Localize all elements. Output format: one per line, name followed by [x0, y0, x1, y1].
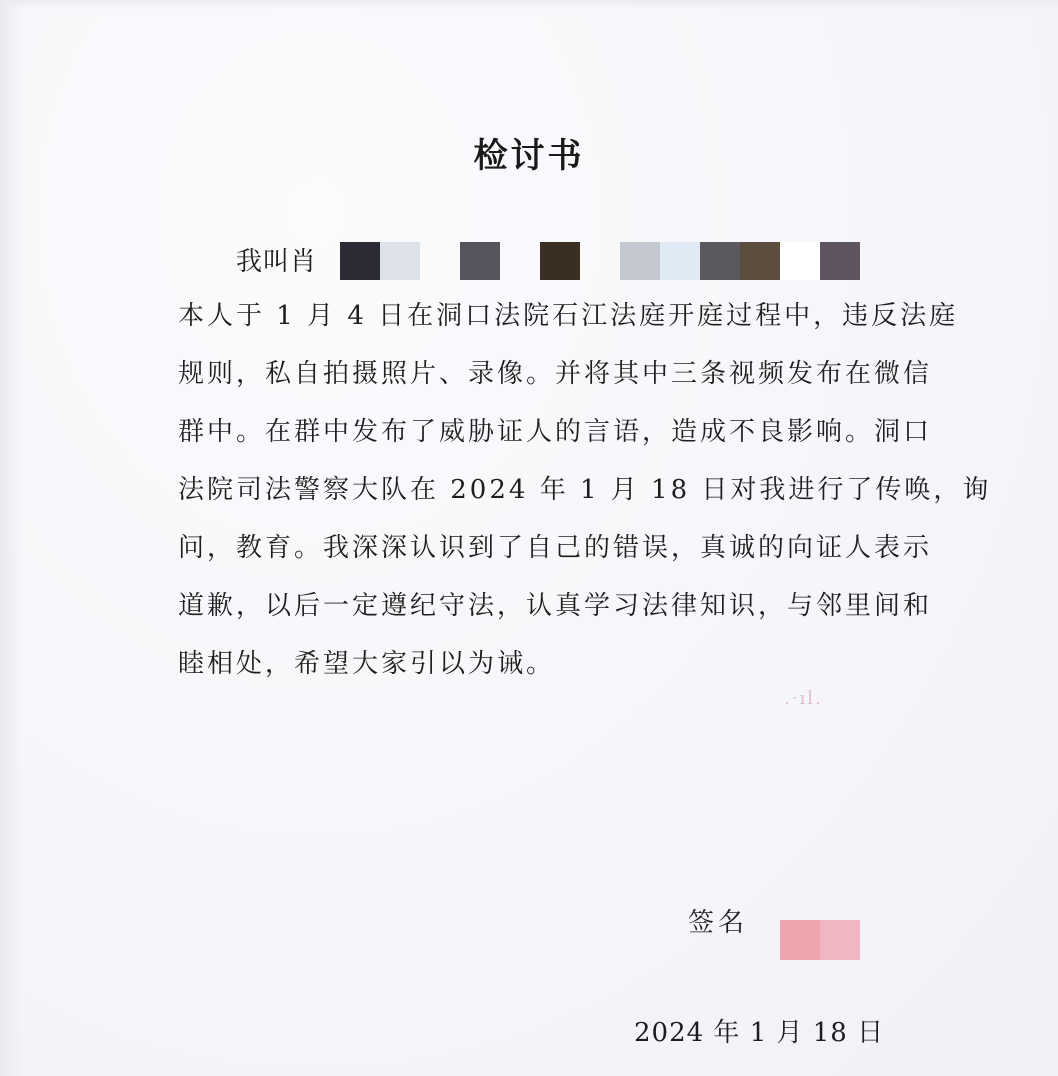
- redaction-block: [380, 242, 420, 280]
- body-line: 道歉，以后一定遵纪守法，认真学习法律知识，与邻里间和: [178, 591, 933, 621]
- redaction-block: [620, 242, 660, 280]
- redaction-block: [820, 242, 860, 280]
- body-line: 法院司法警察大队在 2024 年 1 月 18 日对我进行了传唤，询: [178, 475, 992, 505]
- paper-top-edge-shadow: [0, 0, 1058, 10]
- redaction-block: [460, 242, 500, 280]
- body-line: 本人于 1 月 4 日在洞口法院石江法庭开庭过程中，违反法庭: [178, 301, 959, 331]
- redaction-block: [780, 242, 820, 280]
- signature-label: 签名: [688, 908, 749, 938]
- signature-redaction-block: [820, 920, 860, 960]
- intro-line: 我叫肖: [236, 247, 318, 277]
- redaction-block: [700, 242, 740, 280]
- signature-redaction-block: [780, 920, 820, 960]
- body-line: 规则，私自拍摄照片、录像。并将其中三条视频发布在微信: [178, 359, 933, 389]
- document-date: 2024 年 1 月 18 日: [634, 1018, 885, 1048]
- ink-smudge: .·ıl.: [784, 688, 823, 709]
- body-line: 问，教育。我深深认识到了自己的错误，真诚的向证人表示: [178, 533, 933, 563]
- body-text: [178, 295, 992, 701]
- redaction-block: [540, 242, 580, 280]
- redaction-block: [340, 242, 380, 280]
- body-line: 睦相处，希望大家引以为诫。: [178, 649, 556, 679]
- document-title: 检讨书: [473, 136, 585, 176]
- redaction-block: [740, 242, 780, 280]
- redaction-block: [660, 242, 700, 280]
- body-line: 群中。在群中发布了威胁证人的言语，造成不良影响。洞口: [178, 417, 933, 447]
